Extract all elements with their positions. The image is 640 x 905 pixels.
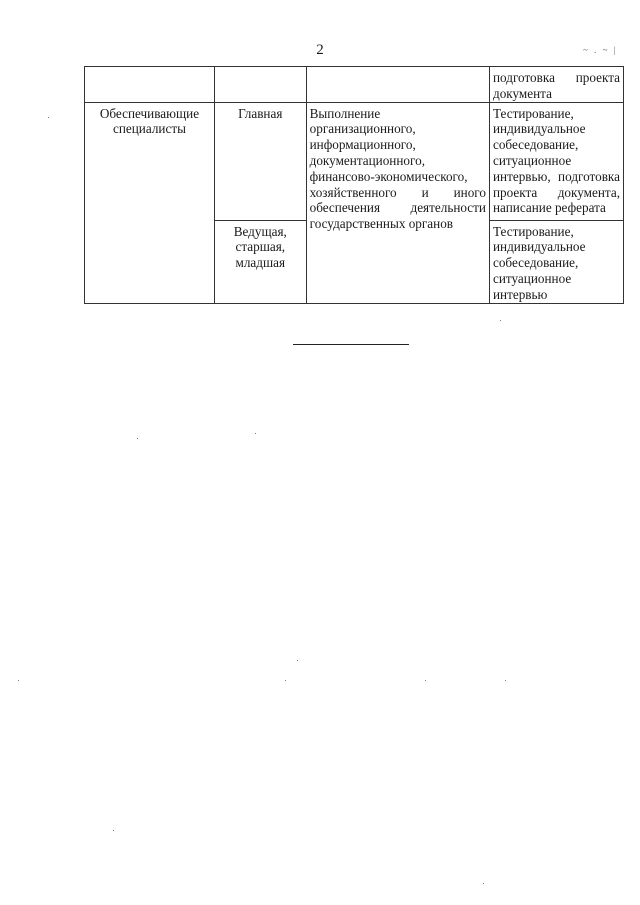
table-cell-level: Главная <box>214 102 306 220</box>
table-cell-group: Обеспечивающие специалисты <box>85 102 215 303</box>
scan-speck <box>297 660 298 661</box>
scan-speck <box>18 680 19 681</box>
table-cell-function <box>306 67 489 103</box>
scan-speck <box>483 883 484 884</box>
scan-artifact: ~ . ~ | <box>583 45 618 55</box>
scan-speck <box>500 320 501 321</box>
selection-methods-table <box>84 66 624 304</box>
table-row <box>85 67 624 103</box>
scan-speck <box>285 680 286 681</box>
table-row <box>85 102 624 220</box>
end-of-document-rule <box>293 344 409 345</box>
table-cell-methods: Тестирование, индивидуальное собеседование, ситуационное интервью <box>489 220 623 303</box>
table-cell-level <box>214 67 306 103</box>
table-cell-group <box>85 67 215 103</box>
scan-speck <box>255 433 256 434</box>
scan-speck <box>48 117 49 118</box>
scan-speck <box>505 680 506 681</box>
table-cell-methods: подготовка проекта документа <box>489 67 623 103</box>
scan-speck <box>113 830 114 831</box>
scan-speck <box>137 438 138 439</box>
scan-speck <box>425 680 426 681</box>
page-number: 2 <box>316 42 324 58</box>
table-cell-methods: Тестирование, индивидуальное собеседование, ситуационное интервью, подготовка проекта документа, написание реферата <box>489 102 623 220</box>
table-cell-level: Ведущая, старшая, младшая <box>214 220 306 303</box>
table-cell-function: Выполнение организационного, информационного, документационного, финансово-экономического, хозяйственного и иного обеспечения деятельности государственных органов <box>306 102 489 303</box>
